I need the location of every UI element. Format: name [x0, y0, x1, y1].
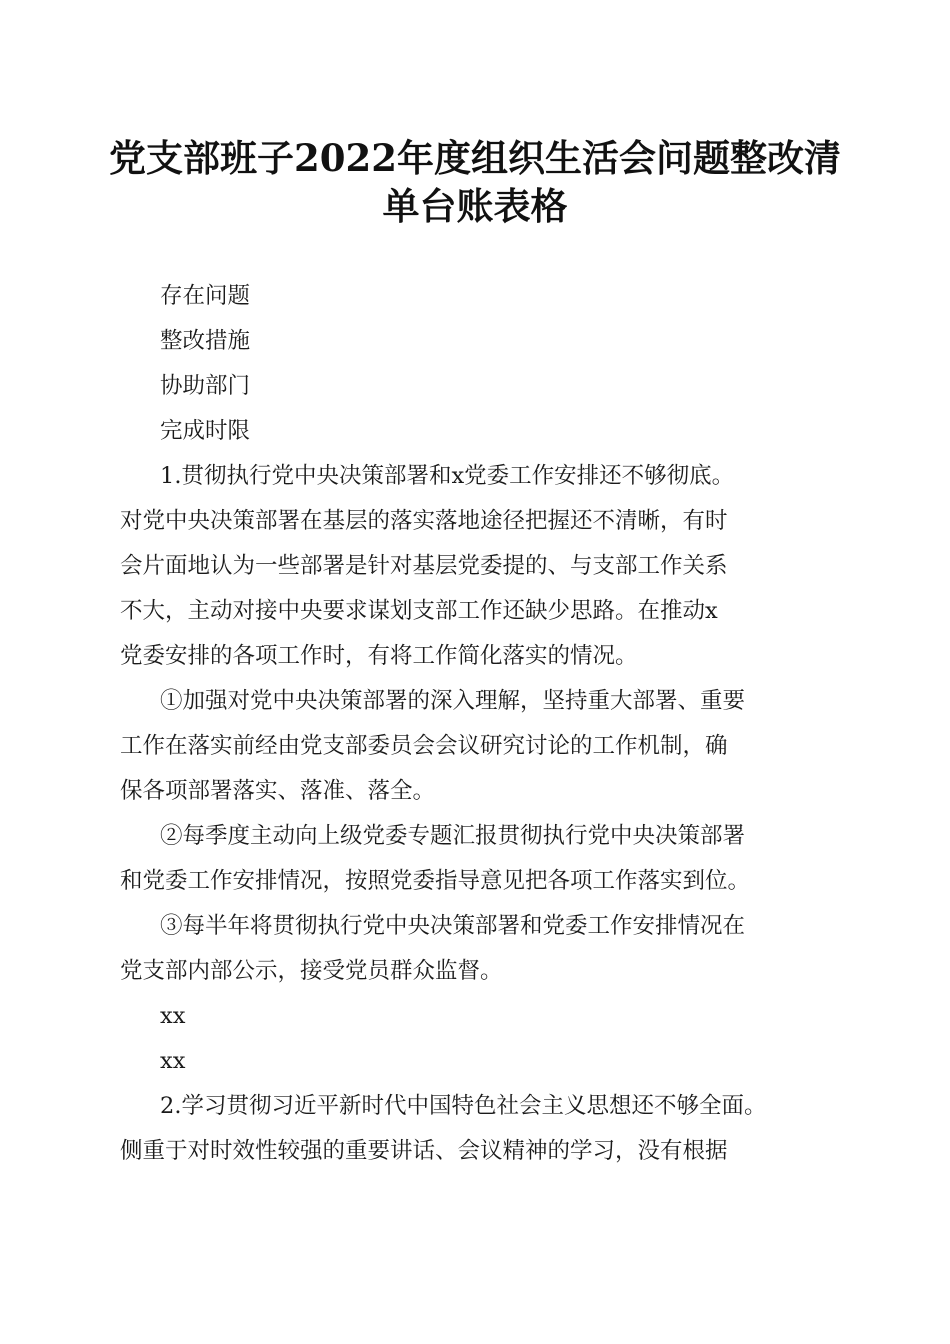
paragraph-line: 保各项部署落实、落准、落全。 [120, 778, 436, 804]
paragraph-line: ①加强对党中央决策部署的深入理解，坚持重大部署、重要 [160, 688, 746, 714]
title-line-1: 党支部班子2022年度组织生活会问题整改清 [109, 136, 841, 180]
paragraph-line: ③每半年将贯彻执行党中央决策部署和党委工作安排情况在 [160, 913, 746, 939]
paragraph-line: 不大，主动对接中央要求谋划支部工作还缺少思路。在推动x [120, 598, 718, 624]
deadline-value: xx [160, 1048, 186, 1074]
document-body [120, 274, 832, 1174]
paragraph-line: 工作在落实前经由党支部委员会会议研究讨论的工作机制，确 [120, 733, 728, 759]
department-value: xx [160, 1003, 186, 1029]
table-header-measures: 整改措施 [160, 328, 251, 354]
title-line-2: 单台账表格 [382, 184, 568, 228]
paragraph-line: 党支部内部公示，接受党员群众监督。 [120, 958, 503, 984]
paragraph-line: ②每季度主动向上级党委专题汇报贯彻执行党中央决策部署 [160, 823, 746, 849]
paragraph-line: 和党委工作安排情况，按照党委指导意见把各项工作落实到位。 [120, 868, 751, 894]
table-header-department: 协助部门 [160, 373, 251, 399]
paragraph-line: 对党中央决策部署在基层的落实落地途径把握还不清晰，有时 [120, 508, 728, 534]
document-title [100, 134, 850, 230]
paragraph-line: 2.学习贯彻习近平新时代中国特色社会主义思想还不够全面。 [160, 1093, 767, 1119]
paragraph-line: 会片面地认为一些部署是针对基层党委提的、与支部工作关系 [120, 553, 728, 579]
paragraph-line: 党委安排的各项工作时，有将工作简化落实的情况。 [120, 643, 638, 669]
paragraph-line: 1.贯彻执行党中央决策部署和x党委工作安排还不够彻底。 [160, 463, 735, 489]
table-header-problem: 存在问题 [160, 283, 251, 309]
paragraph-line: 侧重于对时效性较强的重要讲话、会议精神的学习，没有根据 [120, 1138, 728, 1164]
table-header-deadline: 完成时限 [160, 418, 251, 444]
